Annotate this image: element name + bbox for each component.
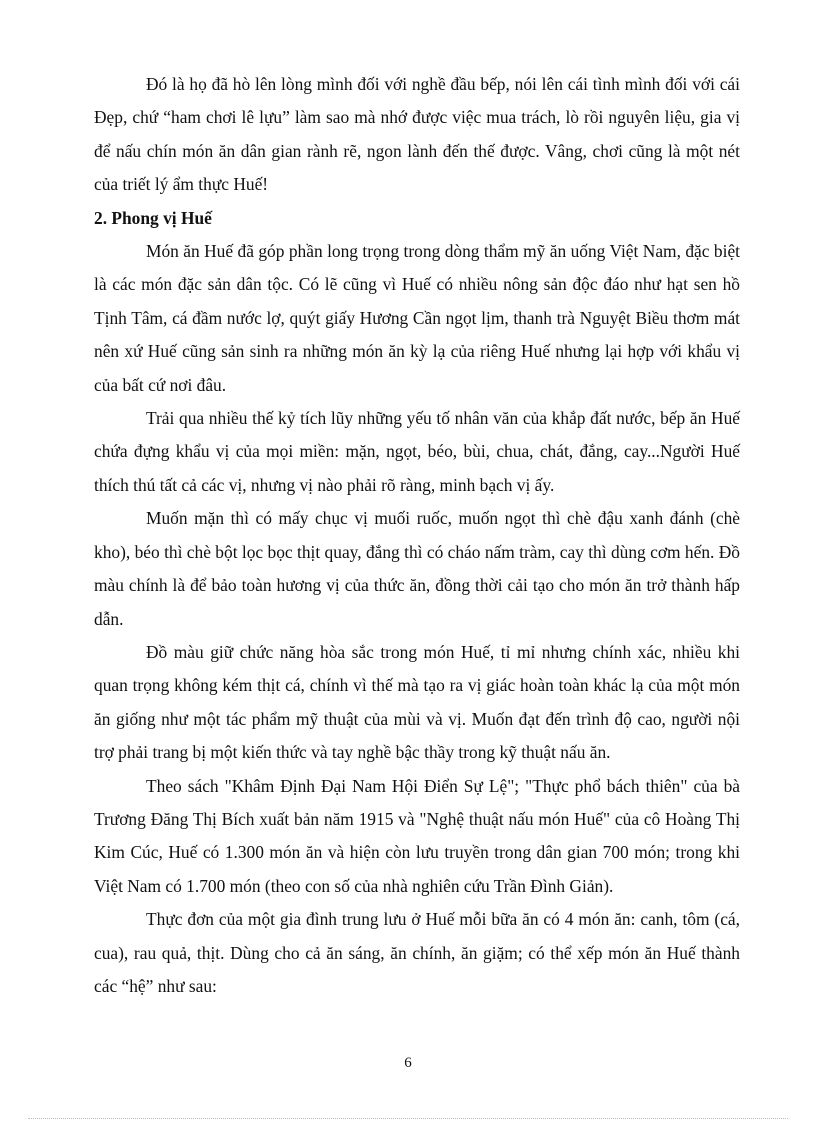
paragraph-philosophy: Đó là họ đã hò lên lòng mình đối với nghề đầu bếp, nói lên cái tình mình đối với cái Đẹp, chứ “ham chơi lê lựu” làm sao mà nhớ được việc mua trách, lò rồi nguyên liệu, gia vị để nấu chín món ăn dân gian rành rẽ, ngon lành đến thế được. Vâng, chơi cũng là một nét của triết lý ẩm thực Huế! [94, 74, 740, 195]
page-number: 6 [404, 1055, 412, 1071]
paragraph-hue-cuisine: Món ăn Huế đã góp phần long trọng trong dòng thẩm mỹ ăn uống Việt Nam, đặc biệt là các món đặc sản dân tộc. Có lẽ cũng vì Huế có nhiều nông sản độc đáo như hạt sen hồ Tịnh Tâm, cá đầm nước lợ, quýt giấy Hương Cần ngọt lịm, thanh trà Nguyệt Biều thơm mát nên xứ Huế cũng sản sinh ra những món ăn kỳ lạ của riêng Huế nhưng lại hợp với khẩu vị của bất cứ nơi đâu. [94, 241, 740, 395]
document-body [94, 68, 740, 1003]
page-footer-divider [28, 1118, 788, 1119]
section-heading: 2. Phong vị Huế [94, 207, 212, 228]
paragraph-tastes: Muốn mặn thì có mấy chục vị muối ruốc, muốn ngọt thì chè đậu xanh đánh (chè kho), béo thì chè bột lọc bọc thịt quay, đắng thì có cháo nấm tràm, cay thì dùng cơm hến. Đồ màu chính là để bảo toàn hương vị của thức ăn, đồng thời cải tạo cho món ăn trở thành hấp dẫn. [94, 508, 740, 629]
paragraph-menu: Thực đơn của một gia đình trung lưu ở Huế mỗi bữa ăn có 4 món ăn: canh, tôm (cá, cua), rau quả, thịt. Dùng cho cả ăn sáng, ăn chính, ăn giặm; có thể xếp món ăn Huế thành các “hệ” như sau: [94, 909, 740, 996]
paragraph-flavors: Trải qua nhiều thế kỷ tích lũy những yếu tố nhân văn của khắp đất nước, bếp ăn Huế chứa đựng khẩu vị của mọi miền: mặn, ngọt, béo, bùi, chua, chát, đắng, cay...Người Huế thích thú tất cả các vị, nhưng vị nào phải rõ ràng, minh bạch vị ấy. [94, 408, 740, 495]
paragraph-references: Theo sách "Khâm Định Đại Nam Hội Điển Sự Lệ"; "Thực phổ bách thiên" của bà Trương Đăng Thị Bích xuất bản năm 1915 và "Nghệ thuật nấu món Huế" của cô Hoàng Thị Kim Cúc, Huế có 1.300 món ăn và hiện còn lưu truyền trong dân gian 700 món; trong khi Việt Nam có 1.700 món (theo con số của nhà nghiên cứu Trần Đình Giản). [94, 775, 740, 896]
paragraph-color-harmony: Đồ màu giữ chức năng hòa sắc trong món Huế, tỉ mỉ nhưng chính xác, nhiều khi quan trọng không kém thịt cá, chính vì thế mà tạo ra vị giác hoàn toàn khác lạ của một món ăn giống như một tác phẩm mỹ thuật của mùi và vị. Muốn đạt đến trình độ cao, người nội trợ phải trang bị một kiến thức và tay nghề bậc thầy trong kỹ thuật nấu ăn. [94, 641, 740, 763]
